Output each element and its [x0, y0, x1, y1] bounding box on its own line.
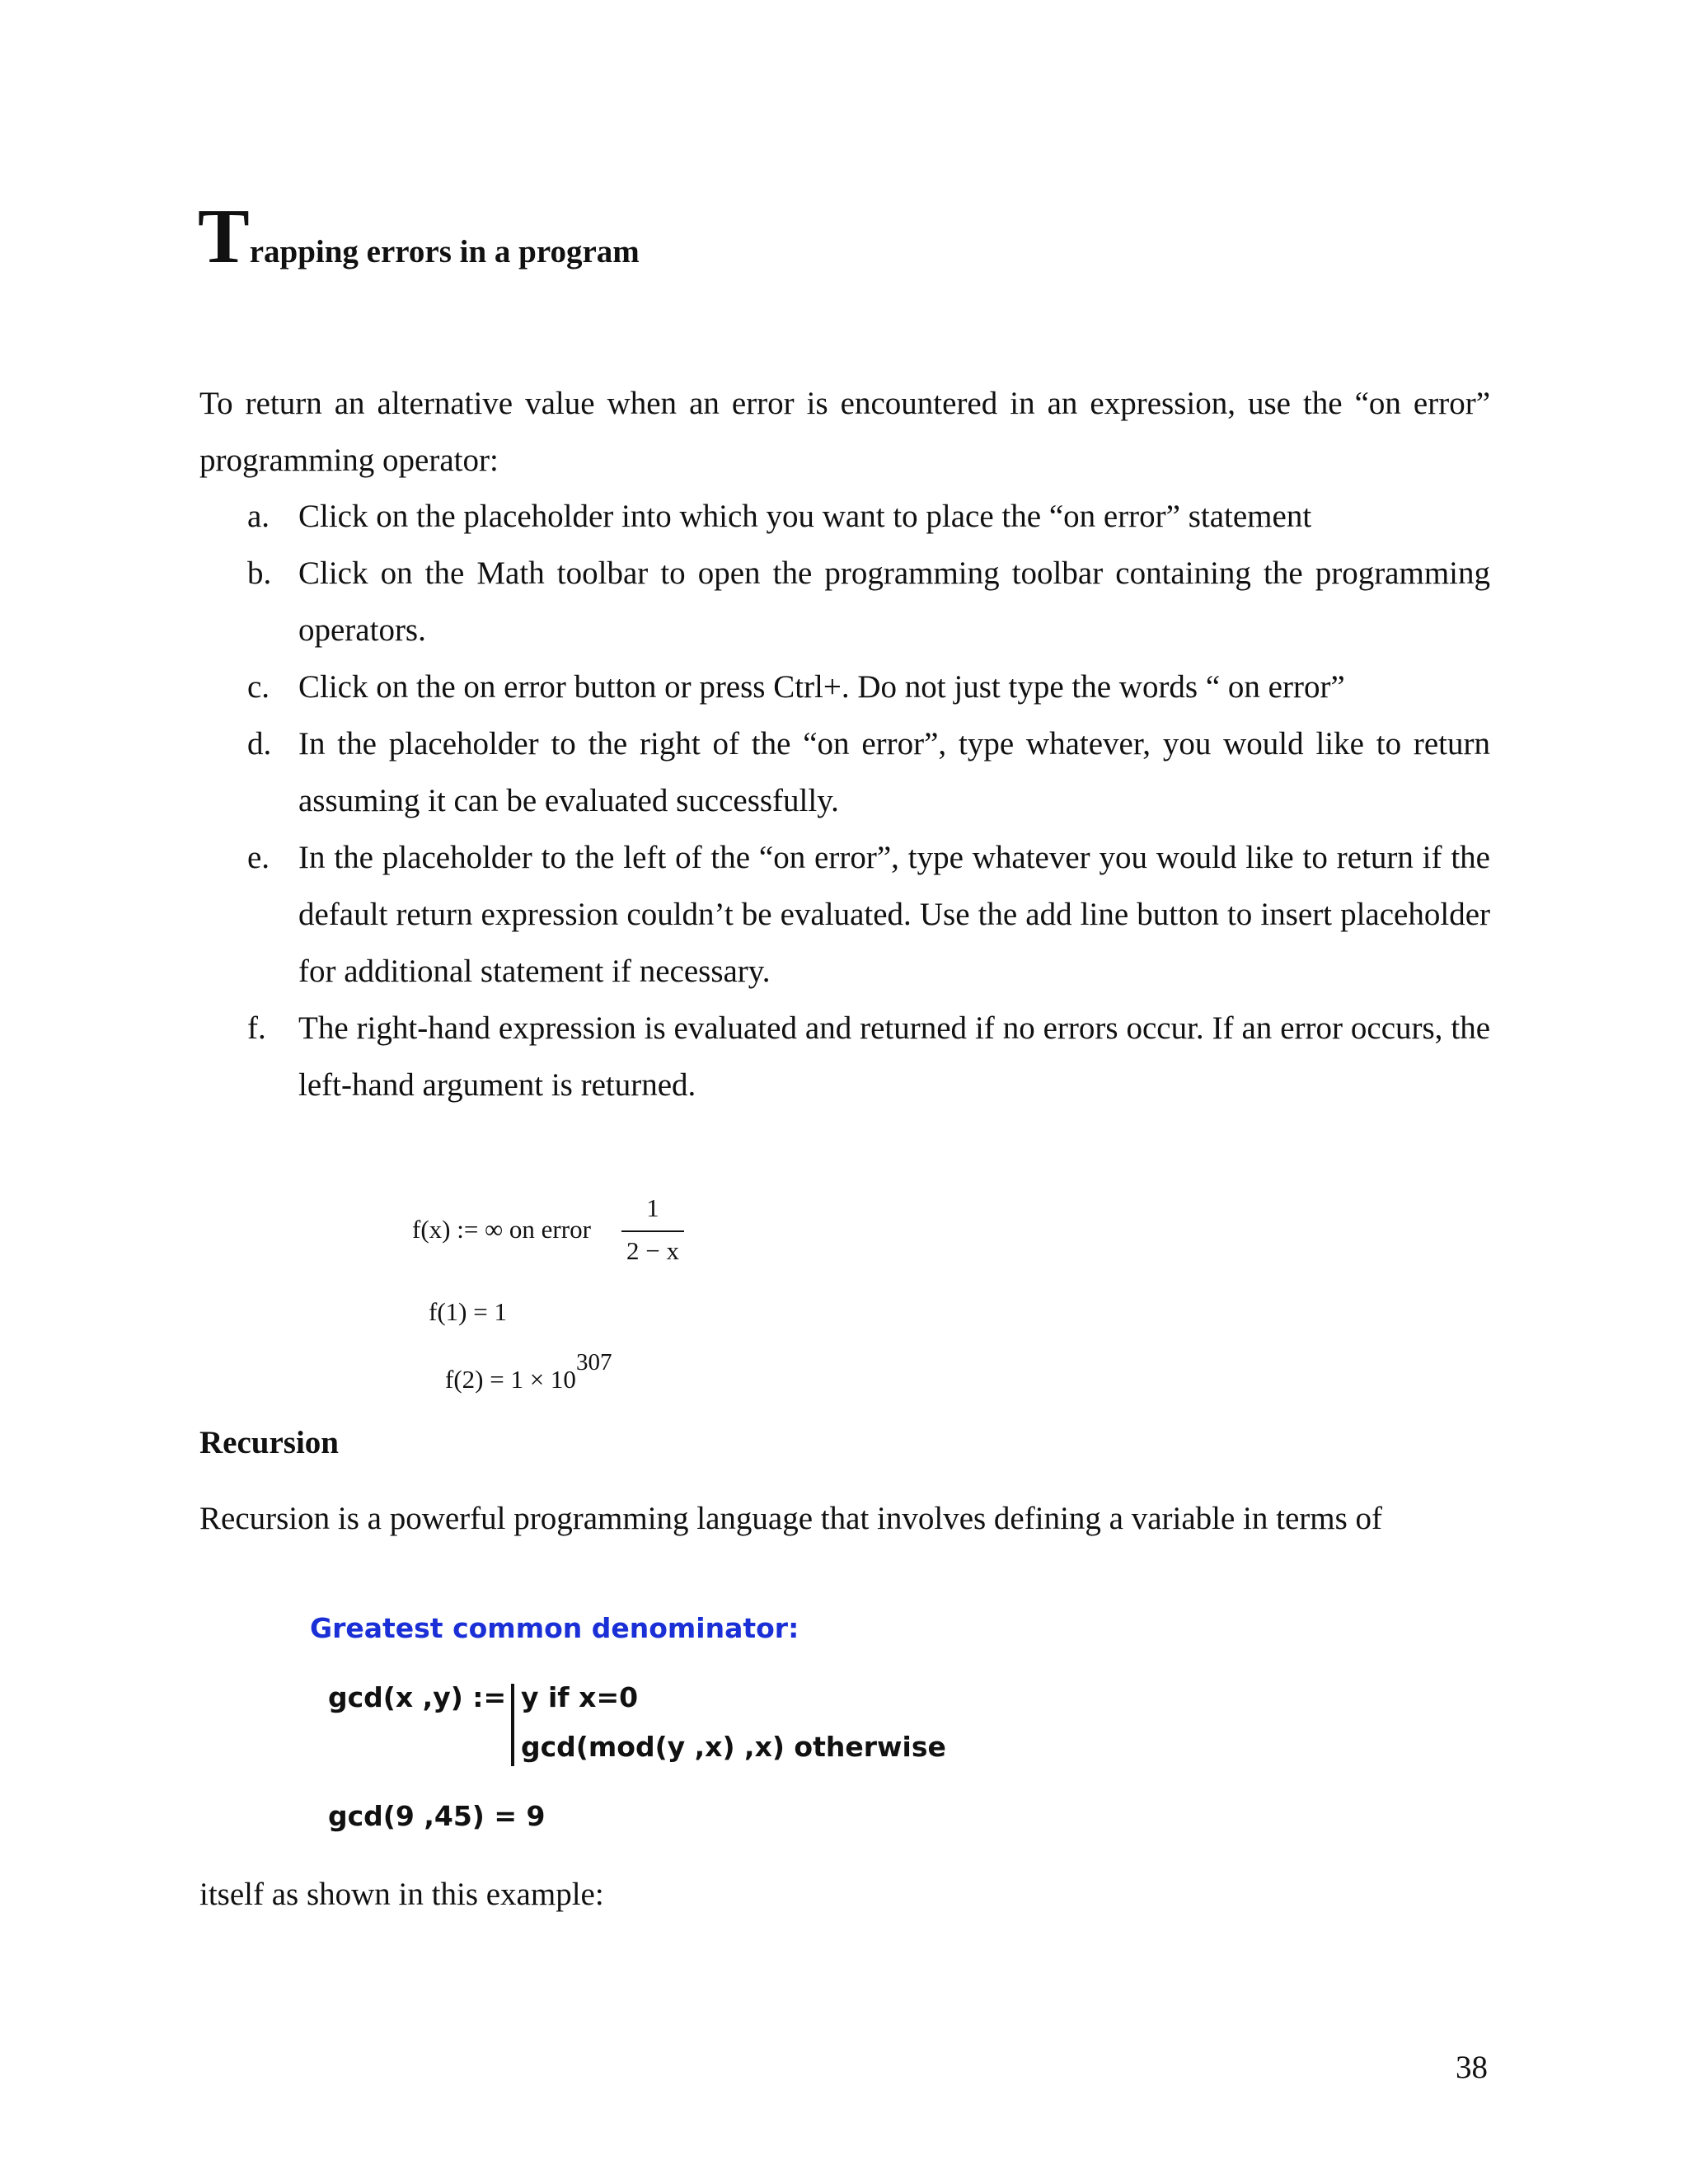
list-text: Click on the on error button or press Ctrl+. Do not just type the words “ on error” — [298, 669, 1345, 705]
list-text: In the placeholder to the right of the “on error”, type whatever, you would like to return assuming it can be evaluated successfully. — [298, 726, 1490, 818]
fraction-denominator: 2 − x — [626, 1236, 679, 1265]
fraction-numerator: 1 — [646, 1193, 659, 1222]
fraction — [618, 1193, 687, 1268]
gcd-definition: gcd(x ,y) := — [328, 1681, 507, 1713]
list-item — [199, 545, 1490, 658]
recursion-heading: Recursion — [199, 1425, 339, 1460]
program-line-2: gcd(mod(y ,x) ,x) otherwise — [521, 1731, 946, 1763]
list-text: Click on the Math toolbar to open the programming toolbar containing the programming operators. — [298, 555, 1490, 648]
function-definition: f(x) := ∞ on error — [412, 1215, 591, 1244]
list-text: Click on the placeholder into which you want to place the “on error” statement — [298, 499, 1312, 534]
gcd-evaluation: gcd(9 ,45) = 9 — [328, 1800, 546, 1832]
page-number: 38 — [1456, 2050, 1488, 2085]
list-item — [199, 1000, 1490, 1113]
closing-paragraph: itself as shown in this example: — [199, 1877, 604, 1912]
heading-initial: T — [198, 194, 250, 279]
list-letter: a. — [247, 499, 270, 534]
list-letter: e. — [247, 840, 270, 875]
recursion-paragraph: Recursion is a powerful programming language that involves defining a variable in terms of — [199, 1501, 1383, 1536]
list-letter: f. — [247, 1010, 266, 1046]
program-bracket — [511, 1684, 514, 1766]
list-item — [199, 488, 1490, 545]
list-text: In the placeholder to the left of the “on error”, type whatever you would like to return if the default return expression couldn’t be evaluated. Use the add line button to insert placeholder for additional statement if necessary. — [298, 840, 1490, 989]
list-text: The right-hand expression is evaluated and returned if no errors occur. If an error occurs, the left-hand argument is returned. — [298, 1010, 1490, 1103]
list-item — [199, 715, 1490, 829]
evaluation-f1: f(1) = 1 — [429, 1297, 507, 1326]
intro-paragraph: To return an alternative value when an error is encountered in an expression, use the “on error” programming operator: — [199, 386, 1490, 478]
list-letter: b. — [247, 555, 272, 591]
list-item — [199, 658, 1490, 715]
steps-list — [199, 488, 1490, 1113]
evaluation-f2-base: f(2) = 1 × 10 — [445, 1365, 576, 1394]
heading-text: rapping errors in a program — [249, 234, 640, 269]
section-heading — [198, 194, 640, 279]
evaluation-f2 — [445, 1349, 612, 1394]
program-line-1: y if x=0 — [521, 1681, 639, 1713]
fraction-bar — [621, 1230, 684, 1232]
list-letter: c. — [247, 669, 270, 705]
evaluation-f2-exponent: 307 — [575, 1349, 612, 1376]
example-title: Greatest common denominator: — [310, 1612, 799, 1644]
list-item — [199, 829, 1490, 1000]
list-letter: d. — [247, 726, 272, 762]
